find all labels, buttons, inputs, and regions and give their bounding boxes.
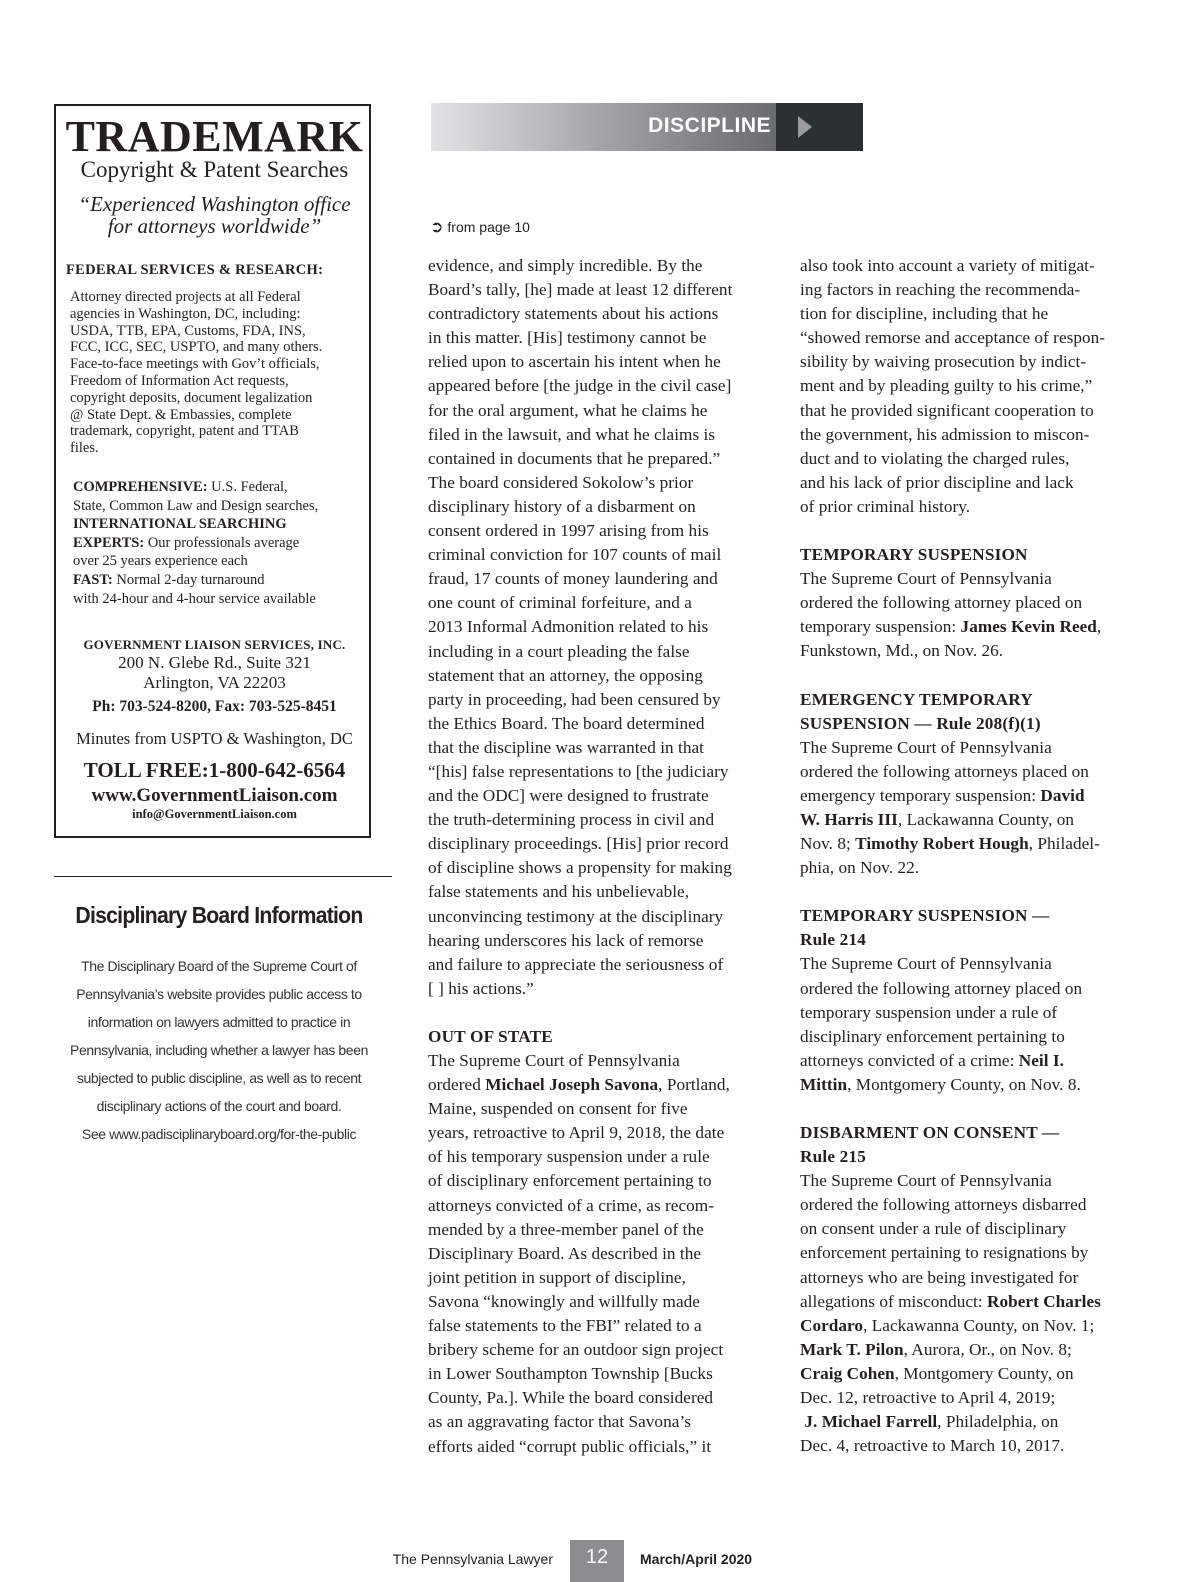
ad-line: State, Common Law and Design searches, [73, 497, 319, 514]
text-line: and his lack of prior discipline and lack [800, 472, 1074, 492]
text-line: The Supreme Court of Pennsylvania [800, 954, 1052, 974]
ad-line: FCC, ICC, SEC, USPTO, and many others. [70, 339, 323, 356]
text-line: contained in documents that he prepared.” [428, 448, 721, 468]
text-line: mended by a three-member panel of the [428, 1219, 704, 1239]
ad-line: Normal 2-day turnaround [112, 571, 265, 588]
article-column-2 [800, 254, 1140, 1458]
ad-website-link[interactable]: www.GovernmentLiaison.com [91, 785, 338, 806]
text-line [800, 1049, 1140, 1073]
text-fragment: , Lackawanna County, on [897, 809, 1075, 829]
attorney-name: Mittin [800, 1074, 848, 1094]
text-fragment: emergency temporary suspension: [800, 785, 1041, 805]
sidebar-line: information on lawyers admitted to practice in [87, 1014, 351, 1030]
text-line: in this matter. [His] testimony cannot be [428, 328, 707, 348]
sidebar-link[interactable]: See www.padisciplinaryboard.org/for-the-public [81, 1126, 357, 1142]
text-line: Funkstown, Md., on Nov. 26. [800, 641, 1004, 661]
footer-issue: March/April 2020 [640, 1551, 753, 1567]
ad-company: GOVERNMENT LIAISON SERVICES, INC. [83, 637, 346, 652]
text-fragment: , Philadel- [1028, 834, 1100, 854]
text-line: evidence, and simply incredible. By the [428, 256, 703, 275]
article-paragraph [428, 254, 773, 1001]
ad-federal-text [70, 289, 370, 457]
text-line: disciplinary proceedings. [His] prior record [428, 834, 729, 854]
text-line: The Supreme Court of Pennsylvania [800, 1171, 1052, 1191]
text-line: joint petition in support of discipline, [428, 1267, 686, 1287]
text-fragment: attorneys convicted of a crime: [800, 1050, 1019, 1070]
text-line: attorneys convicted of a crime, as recom- [428, 1195, 714, 1215]
text-line: statement that an attorney, the opposing [428, 665, 703, 685]
text-line: in Lower Southampton Township [Bucks [428, 1364, 713, 1384]
footer-page-number: 12 [570, 1540, 624, 1582]
text-line [428, 1073, 773, 1097]
curved-arrow-icon: ➲ [430, 219, 444, 236]
text-line: ment and by pleading guilty to his crime,” [800, 376, 1093, 396]
footer-publication: The Pennsylvania Lawyer [392, 1551, 553, 1567]
text-line: of his temporary suspension under a rule [428, 1147, 710, 1167]
text-line [800, 1338, 1140, 1362]
section-heading: Rule 214 [800, 930, 867, 950]
ad-label: FAST: [73, 571, 113, 588]
text-line [800, 808, 1140, 832]
text-line: of prior criminal history. [800, 496, 971, 516]
text-line: tion for discipline, including that he [800, 304, 1049, 324]
text-line: efforts aided “corrupt public officials,” it [428, 1436, 712, 1456]
text-line: and the ODC] were designed to frustrate [428, 786, 709, 806]
text-line: filed in the lawsuit, and what he claims is [428, 424, 716, 444]
text-line: Dec. 4, retroactive to March 10, 2017. [800, 1436, 1065, 1456]
text-line: Disciplinary Board. As described in the [428, 1243, 702, 1263]
text-line: 2013 Informal Admonition related to his [428, 617, 709, 637]
trademark-ad [54, 104, 371, 838]
section-heading: Rule 215 [800, 1147, 867, 1167]
text-line: ordered the following attorneys placed on [800, 761, 1089, 781]
text-fragment: , Aurora, Or., on Nov. 8; [903, 1339, 1072, 1359]
attorney-name: Cordaro [800, 1315, 864, 1335]
text-line: of discipline shows a propensity for making [428, 858, 732, 878]
text-line [800, 1073, 1140, 1097]
text-line: relied upon to ascertain his intent when he [428, 352, 721, 372]
text-fragment: , Portland, [658, 1075, 730, 1095]
text-line [800, 1314, 1140, 1338]
banner-cap [776, 103, 863, 151]
text-fragment: Nov. 8; [800, 834, 856, 854]
text-line: ordered the following attorneys disbarred [800, 1195, 1087, 1215]
text-line: [ ] his actions.” [428, 978, 534, 998]
ad-address-line: Arlington, VA 22203 [143, 673, 286, 692]
ad-federal-heading: FEDERAL SERVICES & RESEARCH: [66, 262, 324, 278]
text-line: that the discipline was warranted in that [428, 737, 705, 757]
article-column-1 [428, 254, 773, 1459]
attorney-name: Timothy Robert Hough [855, 834, 1029, 854]
continuation-note [430, 217, 530, 237]
attorney-name: Neil I. [1018, 1050, 1064, 1070]
text-line: contradictory statements about his actions [428, 304, 719, 324]
section-heading: OUT OF STATE [428, 1026, 553, 1046]
text-line: The board considered Sokolow’s prior [428, 472, 694, 492]
ad-quote-line: for attorneys worldwide” [107, 214, 322, 238]
text-line: of disciplinary enforcement pertaining to [428, 1171, 712, 1191]
sidebar-line: The Disciplinary Board of the Supreme Court of [81, 958, 357, 974]
text-line: sibility by waiving prosecution by indict- [800, 352, 1087, 372]
ad-toll-free: TOLL FREE:1-800-642-6564 [83, 758, 346, 782]
ad-services-text [73, 478, 373, 608]
ad-label: INTERNATIONAL SEARCHING [73, 516, 287, 533]
arrow-right-icon [795, 114, 815, 140]
sidebar-divider [54, 876, 392, 877]
ad-phone: Ph: 703-524-8200, Fax: 703-525-8451 [92, 698, 337, 715]
text-line: appeared before [the judge in the civil case] [428, 376, 732, 396]
text-line: years, retroactive to April 9, 2018, the date [428, 1123, 725, 1143]
ad-address [62, 653, 367, 693]
attorney-name: Mark T. Pilon [800, 1339, 904, 1359]
text-line: “showed remorse and acceptance of respon- [800, 328, 1106, 348]
text-fragment: , Montgomery County, on [894, 1363, 1074, 1383]
section-heading: TEMPORARY SUSPENSION [800, 545, 1028, 565]
text-fragment: , [1096, 617, 1102, 637]
sidebar-title: Disciplinary Board Information [75, 902, 363, 928]
ad-quote [62, 193, 367, 237]
text-line: Savona “knowingly and willfully made [428, 1291, 700, 1311]
text-line [800, 615, 1140, 639]
ad-label: COMPREHENSIVE: [73, 479, 208, 495]
ad-quote-line: “Experienced Washington office [78, 192, 351, 216]
text-line: including in a court pleading the false [428, 641, 690, 661]
text-line [800, 1362, 1140, 1386]
text-line: on consent under a rule of disciplinary [800, 1219, 1067, 1239]
ad-line: U.S. Federal, [207, 479, 288, 495]
attorney-name: James Kevin Reed [960, 617, 1097, 637]
text-line: Board’s tally, [he] made at least 12 different [428, 280, 733, 300]
text-line [800, 1410, 1140, 1434]
text-line: ordered the following attorney placed on [800, 593, 1083, 613]
text-line: false statements to the FBI” related to a [428, 1316, 702, 1336]
ad-line: copyright deposits, document legalization [70, 389, 313, 406]
sidebar-line: subjected to public discipline, as well as to recent [76, 1070, 362, 1086]
text-fragment: , Philadelphia, on [937, 1412, 1059, 1432]
text-fragment: temporary suspension: [800, 617, 961, 637]
attorney-name: Michael Joseph Savona [485, 1075, 659, 1095]
text-line: one count of criminal forfeiture, and a [428, 593, 692, 613]
sidebar-body [54, 952, 384, 1148]
text-line [800, 1290, 1140, 1314]
ad-line: trademark, copyright, patent and TTAB [70, 423, 299, 440]
text-line: for the oral argument, what he claims he [428, 400, 708, 420]
ad-line: USDA, TTB, EPA, Customs, FDA, INS, [70, 322, 306, 339]
text-line: “[his] false representations to [the judiciary [428, 761, 729, 781]
ad-line: files. [70, 440, 99, 457]
attorney-name: W. Harris III [800, 809, 898, 829]
text-line: Maine, suspended on consent for five [428, 1099, 688, 1119]
text-line: and failure to appreciate the seriousness of [428, 954, 724, 974]
section-heading: SUSPENSION — Rule 208(f)(1) [800, 713, 1041, 733]
ad-email-link[interactable]: info@GovernmentLiaison.com [132, 807, 297, 821]
sidebar-line: disciplinary actions of the court and board. [96, 1098, 342, 1114]
text-line: hearing underscores his lack of remorse [428, 930, 704, 950]
ad-line: Attorney directed projects at all Federal [70, 289, 301, 305]
text-line: that he provided significant cooperation to [800, 400, 1094, 420]
continuation-text: from page 10 [447, 219, 530, 235]
text-line: fraud, 17 counts of money laundering and [428, 569, 718, 589]
text-line: Dec. 12, retroactive to April 4, 2019; [800, 1388, 1056, 1408]
text-line [800, 832, 1140, 856]
ad-line: Face-to-face meetings with Gov’t officials, [70, 356, 320, 373]
text-line: duct and to violating the charged rules, [800, 448, 1070, 468]
text-line: ing factors in reaching the recommenda- [800, 280, 1081, 300]
ad-line: agencies in Washington, DC, including: [70, 305, 301, 322]
sidebar-line: Pennsylvania’s website provides public access to [76, 986, 362, 1002]
attorney-name: Robert Charles [987, 1291, 1101, 1311]
ad-address-line: 200 N. Glebe Rd., Suite 321 [118, 653, 311, 672]
banner-label: DISCIPLINE [648, 114, 771, 137]
text-line: The Supreme Court of Pennsylvania [800, 569, 1052, 589]
attorney-name: Craig Cohen [800, 1363, 895, 1383]
section-heading: DISBARMENT ON CONSENT — [800, 1123, 1060, 1142]
text-line: attorneys who are being investigated for [800, 1267, 1079, 1287]
section-heading: EMERGENCY TEMPORARY [800, 689, 1033, 709]
ad-title: TRADEMARK [65, 112, 364, 161]
text-line: criminal conviction for 107 counts of mail [428, 545, 722, 565]
text-line: the government, his admission to miscon- [800, 424, 1090, 444]
text-line: as an aggravating factor that Savona’s [428, 1412, 691, 1432]
text-line: the Ethics Board. The board determined [428, 713, 705, 733]
text-line: temporary suspension under a rule of [800, 1002, 1058, 1022]
text-line: consent ordered in 1997 arising from his [428, 521, 709, 541]
section-heading: TEMPORARY SUSPENSION — [800, 906, 1050, 926]
text-line: disciplinary enforcement pertaining to [800, 1026, 1065, 1046]
text-line: enforcement pertaining to resignations by [800, 1243, 1089, 1263]
text-fragment: , Montgomery County, on Nov. 8. [847, 1074, 1081, 1094]
text-line: phia, on Nov. 22. [800, 858, 920, 878]
text-fragment: ordered [428, 1075, 486, 1095]
text-line: the truth-determining process in civil and [428, 810, 715, 830]
attorney-name: J. Michael Farrell [804, 1412, 938, 1432]
text-fragment: allegations of misconduct: [800, 1291, 988, 1311]
text-line: false statements and his unbelievable, [428, 882, 690, 902]
text-line [800, 784, 1140, 808]
text-line: ordered the following attorney placed on [800, 978, 1083, 998]
section-banner [431, 95, 863, 159]
ad-line: Our professionals average [144, 534, 300, 551]
text-line: The Supreme Court of Pennsylvania [428, 1051, 680, 1070]
sidebar-line: Pennsylvania, including whether a lawyer has been [70, 1042, 368, 1058]
text-line: also took into account a variety of mitigat- [800, 256, 1095, 275]
text-line: party in proceeding, had been censured by [428, 689, 721, 709]
ad-line: @ State Dept. & Embassies, complete [70, 406, 292, 423]
ad-line: over 25 years experience each [73, 553, 248, 570]
ad-subtitle: Copyright & Patent Searches [80, 157, 349, 182]
text-line: disciplinary history of a disbarment on [428, 496, 696, 516]
text-line: bribery scheme for an outdoor sign project [428, 1340, 724, 1360]
ad-line: with 24-hour and 4-hour service available [73, 590, 316, 607]
text-fragment: , Lackawanna County, on Nov. 1; [863, 1315, 1095, 1335]
ad-line: Freedom of Information Act requests, [70, 372, 289, 389]
attorney-name: David [1040, 785, 1085, 805]
text-line: The Supreme Court of Pennsylvania [800, 737, 1052, 757]
ad-minutes: Minutes from USPTO & Washington, DC [76, 729, 353, 748]
text-line: County, Pa.]. While the board considered [428, 1388, 714, 1408]
text-line: unconvincing testimony at the disciplinary [428, 906, 724, 926]
ad-label: EXPERTS: [73, 534, 145, 551]
